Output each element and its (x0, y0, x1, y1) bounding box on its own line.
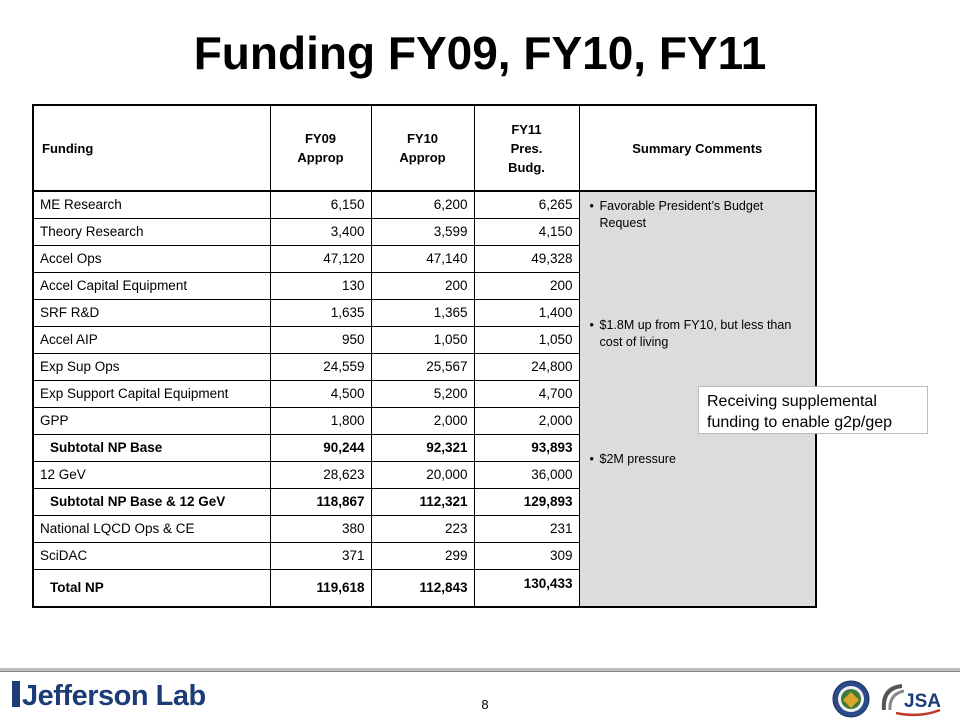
header-fy11-year: FY11 (511, 121, 542, 137)
fy11-value: 36,000 (474, 461, 579, 488)
fy11-value: 4,700 (474, 380, 579, 407)
fy10-value: 112,843 (371, 569, 474, 607)
row-label: GPP (33, 407, 270, 434)
comment-item: • $2M pressure (590, 451, 808, 468)
footer-divider-shadow (0, 671, 960, 672)
comment-item: • Favorable President’s Budget Request (590, 198, 808, 232)
fy09-value: 380 (270, 515, 371, 542)
fy09-value: 28,623 (270, 461, 371, 488)
callout-line-1: Receiving supplemental (707, 393, 877, 410)
header-fy10-year: FY10 (406, 131, 439, 146)
header-fy10-type: Approp (399, 150, 446, 165)
doe-seal-icon (832, 680, 870, 718)
fy11-value: 231 (474, 515, 579, 542)
fy09-value: 47,120 (270, 245, 371, 272)
fy11-value: 6,265 (474, 191, 579, 218)
fy10-value: 112,321 (371, 488, 474, 515)
fy11-value: 24,800 (474, 353, 579, 380)
fy09-value: 1,800 (270, 407, 371, 434)
fy09-value: 119,618 (270, 569, 371, 607)
fy11-value: 200 (474, 272, 579, 299)
fy10-value: 20,000 (371, 461, 474, 488)
row-label: Accel Ops (33, 245, 270, 272)
header-fy09-year: FY09 (304, 131, 337, 146)
jsa-text: JSA (904, 691, 941, 712)
row-label: 12 GeV (33, 461, 270, 488)
fy09-value: 1,635 (270, 299, 371, 326)
logo-mark-icon (12, 681, 20, 707)
fy09-value: 4,500 (270, 380, 371, 407)
header-fy11 (474, 105, 579, 191)
header-fy10 (371, 105, 474, 191)
row-label: Total NP (33, 569, 270, 607)
fy09-value: 371 (270, 542, 371, 569)
fy11-value: 2,000 (474, 407, 579, 434)
fy10-value: 223 (371, 515, 474, 542)
fy10-value: 1,050 (371, 326, 474, 353)
fy11-value: 1,400 (474, 299, 579, 326)
jsa-logo-icon (880, 680, 950, 718)
jefferson-lab-logo (12, 680, 212, 714)
fy11-value: 1,050 (474, 326, 579, 353)
fy10-value: 200 (371, 272, 474, 299)
fy11-value: 4,150 (474, 218, 579, 245)
row-label: Exp Support Capital Equipment (33, 380, 270, 407)
slide-title: Funding FY09, FY10, FY11 (193, 27, 767, 79)
fy10-value: 2,000 (371, 407, 474, 434)
row-label: National LQCD Ops & CE (33, 515, 270, 542)
fy09-value: 24,559 (270, 353, 371, 380)
row-label: Subtotal NP Base & 12 GeV (33, 488, 270, 515)
header-fy11-type: Pres. (510, 140, 543, 156)
fy10-value: 92,321 (371, 434, 474, 461)
fy09-value: 130 (270, 272, 371, 299)
row-label: Theory Research (33, 218, 270, 245)
fy11-value: 130,433 (474, 569, 579, 607)
fy10-value: 1,365 (371, 299, 474, 326)
fy09-value: 90,244 (270, 434, 371, 461)
row-label: Accel AIP (33, 326, 270, 353)
fy10-value: 299 (371, 542, 474, 569)
row-label: SciDAC (33, 542, 270, 569)
fy09-value: 118,867 (270, 488, 371, 515)
fy10-value: 5,200 (371, 380, 474, 407)
fy09-value: 950 (270, 326, 371, 353)
header-fy09-type: Approp (297, 150, 344, 165)
page-number: 8 (481, 697, 489, 712)
logo-text: Jefferson Lab (22, 680, 206, 712)
fy11-value: 309 (474, 542, 579, 569)
header-fy11-type2: Budg. (508, 159, 545, 175)
comment-item: • $1.8M up from FY10, but less than cost of living (590, 317, 808, 351)
row-label: ME Research (33, 191, 270, 218)
row-label: Exp Sup Ops (33, 353, 270, 380)
fy11-value: 93,893 (474, 434, 579, 461)
header-comments: Summary Comments (579, 105, 816, 191)
funding-table (32, 104, 817, 608)
table-header-row (33, 105, 816, 191)
fy10-value: 6,200 (371, 191, 474, 218)
table-row (33, 191, 816, 218)
fy11-value: 129,893 (474, 488, 579, 515)
header-fy09 (270, 105, 371, 191)
fy11-value: 49,328 (474, 245, 579, 272)
row-label: Accel Capital Equipment (33, 272, 270, 299)
callout-line-2: funding to enable g2p/gep (707, 414, 893, 431)
fy10-value: 25,567 (371, 353, 474, 380)
header-funding: Funding (33, 105, 270, 191)
fy10-value: 47,140 (371, 245, 474, 272)
fy10-value: 3,599 (371, 218, 474, 245)
fy09-value: 3,400 (270, 218, 371, 245)
fy09-value: 6,150 (270, 191, 371, 218)
row-label: Subtotal NP Base (33, 434, 270, 461)
supplemental-funding-callout (698, 386, 928, 434)
row-label: SRF R&D (33, 299, 270, 326)
